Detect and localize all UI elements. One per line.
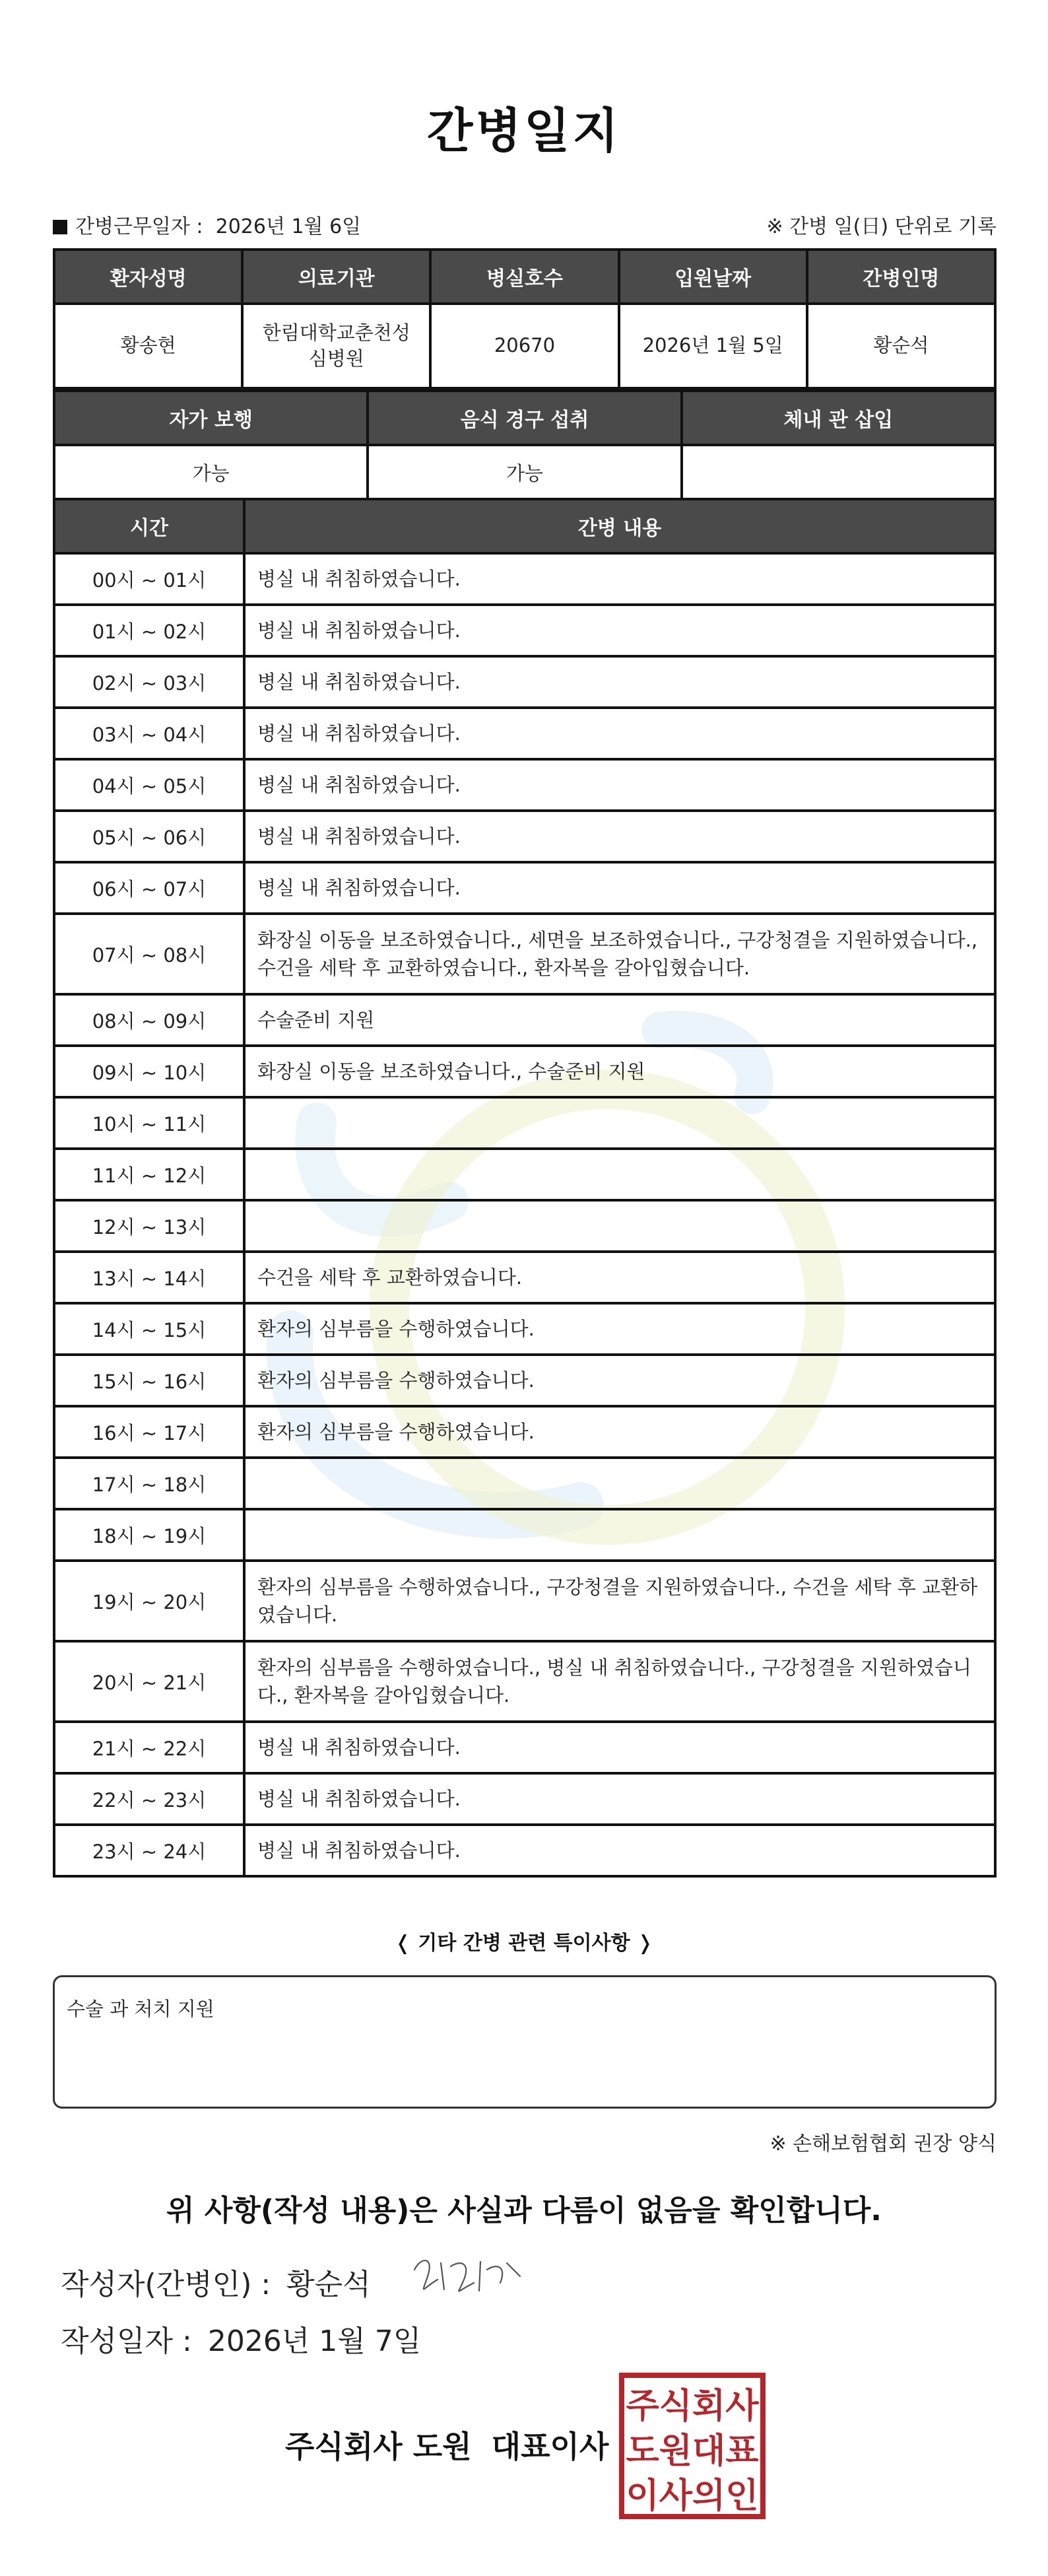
- header-tube: 체내 관 삽입: [682, 391, 995, 445]
- log-time: 10시 ~ 11시: [54, 1097, 244, 1149]
- header-walking: 자가 보행: [54, 391, 368, 445]
- log-content: 환자의 심부름을 수행하였습니다.: [244, 1406, 995, 1458]
- log-row: [54, 1303, 995, 1355]
- log-row: [54, 1252, 995, 1303]
- page-title: 간병일지: [426, 103, 622, 158]
- header-caregiver: 간병인명: [807, 250, 995, 304]
- log-time: 16시 ~ 17시: [54, 1406, 244, 1458]
- hospital: [242, 304, 430, 388]
- log-row: [54, 914, 995, 994]
- log-content: 병실 내 취침하였습니다.: [244, 605, 995, 656]
- log-row: [54, 1200, 995, 1252]
- log-row: [54, 605, 995, 656]
- log-row: [54, 862, 995, 914]
- header-admission-date: 입원날짜: [619, 250, 807, 304]
- oral-intake-status: 가능: [368, 445, 681, 499]
- log-row: [54, 1825, 995, 1876]
- work-date-label: 간병근무일자 :: [75, 215, 203, 238]
- log-row: [54, 708, 995, 759]
- log-row: [54, 1097, 995, 1149]
- log-time: 19시 ~ 20시: [54, 1561, 244, 1641]
- header-patient-name: 환자성명: [54, 250, 242, 304]
- log-content: [244, 1149, 995, 1200]
- log-time: 08시 ~ 09시: [54, 994, 244, 1046]
- log-time: 13시 ~ 14시: [54, 1252, 244, 1303]
- log-time: 14시 ~ 15시: [54, 1303, 244, 1355]
- log-row: [54, 1458, 995, 1509]
- log-content: 화장실 이동을 보조하였습니다., 수술준비 지원: [244, 1046, 995, 1097]
- log-row: [54, 759, 995, 811]
- log-content: 병실 내 취침하였습니다.: [244, 1773, 995, 1825]
- log-content: 화장실 이동을 보조하였습니다., 세면을 보조하였습니다., 구강청결을 지원하였습니다., 수건을 세탁 후 교환하였습니다., 환자복을 갈아입혔습니다.: [244, 914, 995, 994]
- company-title: 대표이사: [491, 2429, 609, 2464]
- writer-name: 황순석: [286, 2268, 371, 2301]
- log-time: 04시 ~ 05시: [54, 759, 244, 811]
- patient-info-table: [53, 248, 997, 390]
- header-hospital: 의료기관: [242, 250, 430, 304]
- log-time: 15시 ~ 16시: [54, 1355, 244, 1406]
- log-row: [54, 1149, 995, 1200]
- log-time: 06시 ~ 07시: [54, 862, 244, 914]
- room-number: 20670: [430, 304, 618, 388]
- form-note: ※ 손해보험협회 권장 양식: [770, 2132, 997, 2155]
- square-bullet-icon: [53, 220, 67, 234]
- log-content: 환자의 심부름을 수행하였습니다., 병실 내 취침하였습니다., 구강청결을 지원하였습니다., 환자복을 갈아입혔습니다.: [244, 1641, 995, 1722]
- log-time: 12시 ~ 13시: [54, 1200, 244, 1252]
- log-content: [244, 1097, 995, 1149]
- unit-note: ※ 간병 일(日) 단위로 기록: [766, 215, 997, 238]
- seal-line-1: 주식회사: [626, 2387, 759, 2426]
- caregiver-name: 황순석: [807, 304, 995, 388]
- log-content: 병실 내 취침하였습니다.: [244, 1825, 995, 1876]
- log-content: 병실 내 취침하였습니다.: [244, 811, 995, 862]
- writer-label: 작성자(간병인) :: [61, 2268, 271, 2301]
- log-content: [244, 1200, 995, 1252]
- log-time: 07시 ~ 08시: [54, 914, 244, 994]
- log-time: 05시 ~ 06시: [54, 811, 244, 862]
- log-row: [54, 994, 995, 1046]
- log-time: 03시 ~ 04시: [54, 708, 244, 759]
- confirmation-statement: 위 사항(작성 내용)은 사실과 다름이 없음을 확인합니다.: [166, 2194, 882, 2227]
- seal-line-2: 도원대표: [626, 2431, 759, 2471]
- log-row: [54, 1722, 995, 1773]
- log-content: 병실 내 취침하였습니다.: [244, 708, 995, 759]
- work-date: [53, 210, 361, 239]
- hourly-log-table: [53, 498, 997, 1878]
- date-value: 2026년 1월 7일: [207, 2324, 422, 2358]
- log-row: [54, 1355, 995, 1406]
- log-time: 21시 ~ 22시: [54, 1722, 244, 1773]
- log-content: 병실 내 취침하였습니다.: [244, 1722, 995, 1773]
- writer-line: [61, 2260, 371, 2303]
- notes-box: [53, 1975, 997, 2109]
- log-row: [54, 1561, 995, 1641]
- seal-line-3: 이사의인: [626, 2476, 759, 2516]
- log-time: 17시 ~ 18시: [54, 1458, 244, 1509]
- company-line: [285, 2423, 608, 2466]
- log-time: 11시 ~ 12시: [54, 1149, 244, 1200]
- log-row: [54, 1406, 995, 1458]
- header-oral-intake: 음식 경구 섭취: [368, 391, 681, 445]
- log-time: 09시 ~ 10시: [54, 1046, 244, 1097]
- hospital-line-1: 한림대학교춘천성: [262, 321, 410, 344]
- log-content: 수건을 세탁 후 교환하였습니다.: [244, 1252, 995, 1303]
- log-time: 00시 ~ 01시: [54, 553, 244, 605]
- header-room: 병실호수: [430, 250, 618, 304]
- log-content: 수술준비 지원: [244, 994, 995, 1046]
- walking-status: 가능: [54, 445, 368, 499]
- log-time: 22시 ~ 23시: [54, 1773, 244, 1825]
- company-seal: [618, 2371, 767, 2521]
- log-content: 환자의 심부름을 수행하였습니다., 구강청결을 지원하였습니다., 수건을 세탁 후 교환하였습니다.: [244, 1561, 995, 1641]
- log-content: 환자의 심부름을 수행하였습니다.: [244, 1355, 995, 1406]
- company-name: 주식회사 도원: [285, 2429, 472, 2464]
- tube-status: [682, 445, 995, 499]
- log-time: 01시 ~ 02시: [54, 605, 244, 656]
- log-content: [244, 1509, 995, 1561]
- notes-heading: ❬ 기타 간병 관련 특이사항 ❭: [394, 1932, 654, 1955]
- notes-text: 수술 과 처치 지원: [67, 1998, 214, 2020]
- log-row: [54, 811, 995, 862]
- header-time: 시간: [54, 499, 244, 553]
- log-time: 23시 ~ 24시: [54, 1825, 244, 1876]
- log-time: 02시 ~ 03시: [54, 656, 244, 708]
- log-content: 병실 내 취침하였습니다.: [244, 862, 995, 914]
- header-care-content: 간병 내용: [244, 499, 995, 553]
- work-date-value: 2026년 1월 6일: [215, 215, 362, 238]
- patient-status-table: [53, 390, 997, 500]
- log-content: [244, 1458, 995, 1509]
- log-row: [54, 1641, 995, 1722]
- log-row: [54, 1046, 995, 1097]
- patient-name: 황송현: [54, 304, 242, 388]
- admission-date: 2026년 1월 5일: [619, 304, 807, 388]
- log-content: 환자의 심부름을 수행하였습니다.: [244, 1303, 995, 1355]
- handwritten-signature: [408, 2250, 527, 2303]
- log-row: [54, 1773, 995, 1825]
- log-row: [54, 1509, 995, 1561]
- log-time: 20시 ~ 21시: [54, 1641, 244, 1722]
- log-content: 병실 내 취침하였습니다.: [244, 553, 995, 605]
- log-content: 병실 내 취침하였습니다.: [244, 759, 995, 811]
- log-time: 18시 ~ 19시: [54, 1509, 244, 1561]
- log-content: 병실 내 취침하였습니다.: [244, 656, 995, 708]
- date-label: 작성일자 :: [61, 2324, 192, 2358]
- log-row: [54, 656, 995, 708]
- log-row: [54, 553, 995, 605]
- written-date-line: [61, 2317, 421, 2359]
- hospital-line-2: 심병원: [308, 347, 364, 370]
